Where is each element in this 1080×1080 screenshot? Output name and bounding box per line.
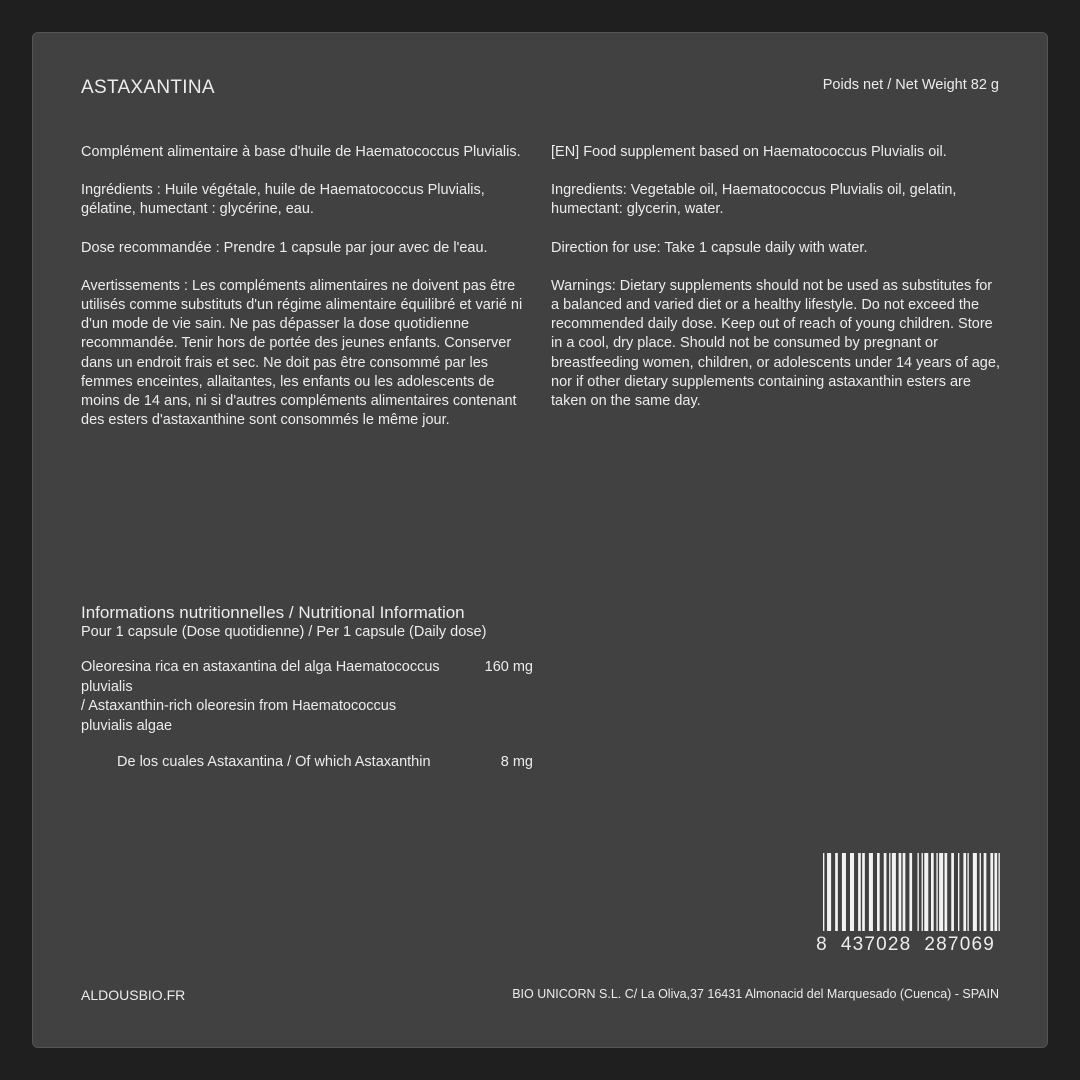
website-link[interactable]: ALDOUSBIO.FR (81, 987, 186, 1003)
french-dose: Dose recommandée : Prendre 1 capsule par jour avec de l'eau. (81, 239, 488, 256)
nutrition-row-oleoresin (81, 658, 533, 736)
english-description: [EN] Food supplement based on Haematococcus Pluvialis oil. (551, 144, 947, 160)
product-title: ASTAXANTINA (81, 77, 215, 98)
label-panel (32, 32, 1048, 1048)
french-column (81, 143, 536, 449)
nutrition-title: Informations nutritionnelles / Nutritional Information (81, 603, 465, 622)
english-ingredients: Ingredients: Vegetable oil, Haematococcus Pluvialis oil, gelatin, humectant: glycerin, water. (551, 182, 957, 218)
company-address: BIO UNICORN S.L. C/ La Oliva,37 16431 Almonacid del Marquesado (Cuenca) - SPAIN (512, 987, 999, 1001)
net-weight: Poids net / Net Weight 82 g (822, 77, 999, 93)
nutrition-name-en: / Astaxanthin-rich oleoresin from Haematococcus pluvialis algae (81, 698, 397, 734)
english-warnings: Warnings: Dietary supplements should not be used as substitutes for a balanced and varied diet or a healthy lifestyle. Do not exceed the recommended daily dose. Keep out of reach of young children. Store in a cool, dry place. Should not be consumed by pregnant or breastfeeding women, children, or adolescents under 14 years of age, nor if other dietary supplements containing astaxanthin esters are taken on the same day. (551, 277, 1000, 410)
nutrition-subtitle: Pour 1 capsule (Dose quotidienne) / Per 1 capsule (Daily dose) (81, 624, 487, 640)
english-column (551, 143, 1001, 430)
nutrition-row-name: De los cuales Astaxantina / Of which Astaxanthin (117, 754, 431, 770)
barcode-number: 8 437028 287069 (816, 934, 995, 955)
nutrition-row-value: 8 mg (500, 754, 533, 770)
nutrition-section (81, 603, 533, 773)
french-ingredients: Ingrédients : Huile végétale, huile de Haematococcus Pluvialis, gélatine, humectant : glycérine, eau. (81, 182, 485, 218)
nutrition-row-value: 160 mg (484, 659, 533, 675)
nutrition-name-es: Oleoresina rica en astaxantina del alga Haematococcus pluvialis (81, 659, 440, 695)
nutrition-row-name (81, 658, 441, 736)
barcode-icon (823, 853, 1001, 943)
french-description: Complément alimentaire à base d'huile de Haematococcus Pluvialis. (81, 144, 521, 160)
nutrition-row-astaxanthin (81, 753, 533, 773)
english-direction: Direction for use: Take 1 capsule daily with water. (551, 239, 868, 256)
french-warnings: Avertissements : Les compléments alimentaires ne doivent pas être utilisés comme substituts d'un régime alimentaire équilibré et varié ni d'un mode de vie sain. Ne pas dépasser la dose quotidienne recommandée. Tenir hors de portée des jeunes enfants. Conserver dans un endroit frais et sec. Ne doit pas être consommé par les femmes enceintes, allaitantes, les enfants ou les adolescents de moins de 14 ans, ni si d'autres compléments alimentaires contenant des esters d'astaxanthine sont consommés le même jour. (81, 277, 523, 429)
